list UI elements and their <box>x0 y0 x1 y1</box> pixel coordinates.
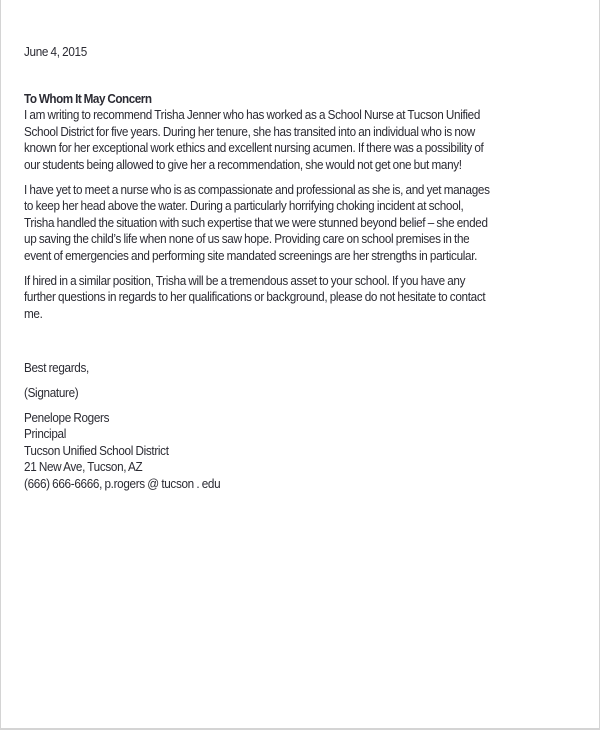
paragraph-line: our students being allowed to give her a recommendation, she would not get one but many! <box>24 157 462 172</box>
paragraph-line: If hired in a similar position, Trisha will be a tremendous asset to your school. If you have any <box>24 273 466 288</box>
spacer <box>24 330 545 360</box>
paragraph-line: up saving the child’s life when none of us saw hope. Providing care on school premises in the <box>24 232 470 247</box>
sender-block <box>24 410 545 493</box>
letter-date: June 4, 2015 <box>24 45 87 59</box>
paragraph-line: to keep her head above the water. During a particularly horrifying choking incident at school, <box>24 199 464 214</box>
letter-body <box>24 44 545 492</box>
sender-contact: (666) 666-6666, p.rogers @ tucson . edu <box>24 476 221 491</box>
sender-title: Principal <box>24 427 66 442</box>
paragraph-line: me. <box>24 306 43 321</box>
paragraph-line: known for her exceptional work ethics and excellent nursing acumen. If there was a possibility of <box>24 141 484 156</box>
paragraph-line: I am writing to recommend Trisha Jenner who has worked as a School Nurse at Tucson Unified <box>24 108 481 123</box>
paragraph-2 <box>24 182 582 265</box>
sender-name: Penelope Rogers <box>24 410 110 425</box>
paragraph-line: further questions in regards to her qualifications or background, please do not hesitate to contact <box>24 290 486 305</box>
paragraph-line: School District for five years. During her tenure, she has transited into an individual who is now <box>24 124 475 139</box>
letter-salutation: To Whom It May Concern <box>24 91 152 106</box>
paragraph-line: Trisha handled the situation with such expertise that we were stunned beyond belief – she ended <box>24 215 488 230</box>
sender-address: 21 New Ave, Tucson, AZ <box>24 460 143 475</box>
sender-organization: Tucson Unified School District <box>24 443 169 458</box>
paragraph-line: I have yet to meet a nurse who is as compassionate and professional as she is, and yet manages <box>24 182 490 197</box>
letter-closing: Best regards, <box>24 361 89 376</box>
signature-placeholder: (Signature) <box>24 385 79 400</box>
paragraph-line: event of emergencies and performing site mandated screenings are her strengths in particular. <box>24 248 478 263</box>
paragraph-1 <box>24 107 582 173</box>
paragraph-3 <box>24 273 582 323</box>
